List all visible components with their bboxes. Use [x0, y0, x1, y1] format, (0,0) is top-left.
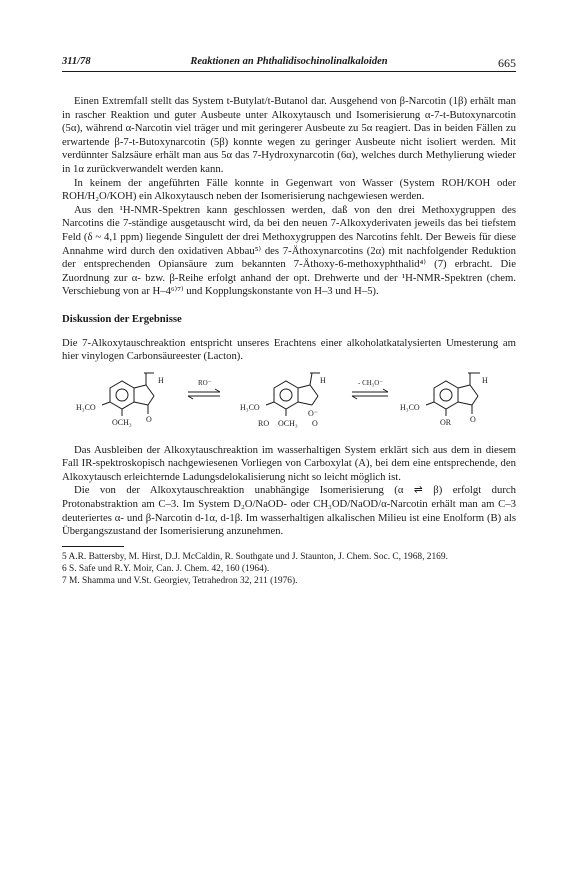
mol1-h: H: [158, 375, 164, 385]
equilibrium-arrow-2: [352, 389, 388, 399]
paragraph: Das Ausbleiben der Alkoxytauschreaktion im wasserhaltigen System erklärt sich aus dem in diesem Fall IR-spektroskopisch nachgewiesenen Vorliegen von Carboxylat (A), bei dem eine entsprechende, den Alkoxytausch erleichternde Ladungsdelokalisierung nicht so leicht möglich ist.: [62, 443, 516, 483]
body-text: [62, 95, 516, 587]
mol1-och3: OCH₃: [112, 417, 132, 427]
mol2-h: H: [320, 375, 326, 385]
header-title: Reaktionen an Phthalidisochinolinalkaloiden: [190, 56, 388, 67]
footnote-rule: [62, 546, 124, 547]
header-rule: [62, 71, 516, 72]
arrow1-label: RO⁻: [198, 378, 212, 387]
paragraph: Die 7-Alkoxytauschreaktion entspricht unseres Erachtens einer alkoholatkatalysierten Umesterung am hier vinylogen Carbonsäureester (Lacton).: [62, 336, 516, 363]
mol3-o: O: [470, 414, 476, 424]
paragraph: In keinem der angeführten Fälle konnte in Gegenwart von Wasser (System ROH/KOH oder ROH/H₂O/KOH) ein Alkoxytausch neben der Isomerisierung nachgewiesen werden.: [62, 176, 516, 203]
mol1-o: O: [146, 414, 152, 424]
paragraph: Einen Extremfall stellt das System t-Butylat/t-Butanol dar. Ausgehend von β-Narcotin (1β) erhält man in rascher Reaktion und guter Ausbeute unter Alkoxytausch und Isomerisierung α-7-t-Butoxynarcotin (5α), während α-Narcotin viel träger und mit geringerer Ausbeute zu 5α reagiert. Das in beiden Fällen zu erwartende β-7-t-Butoxynarcotin (5β) konnte wegen zu geringer Ausbeute nicht isoliert werden. Mit verdünnter Salzsäure erhält man aus 5α das 7-Hydroxynarcotin (6α), welches durch Methylierung wieder in 1α zurückverwandelt werden kann.: [62, 95, 516, 175]
paragraph: Die von der Alkoxytauschreaktion unabhängige Isomerisierung (α ⇌ β) erfolgt durch Protonabstraktion am C–3. Im System D₂O/NaOD- oder CH₃OD/NaOD/α-Narcotin erhält man am C–3 deuteriertes α- und β-Narcotin d-1α, d-1β. Im wasserhaltigen alkalischen Milieu ist eine Enolform (B) als Übergangszustand der Isomerisierung anzunehmen.: [62, 484, 516, 538]
reaction-scheme-drawing: [62, 368, 516, 442]
molecule-1: [102, 373, 154, 416]
mol2-och3: OCH₃: [278, 418, 298, 428]
footnote-7: 7 M. Shamma und V.St. Georgiev, Tetrahedron 32, 211 (1976).: [62, 576, 298, 587]
mol2-ominus: O⁻: [308, 408, 318, 418]
mol3-h: H: [482, 375, 488, 385]
paragraph: Aus den ¹H-NMR-Spektren kann geschlossen werden, daß von den drei Methoxygruppen des Narcotins die 7-ständige ausgetauscht wird, da bei den neuen 7-Alkoxyderivaten jeweils das bei tiefstem Feld (δ ~ 4,1 ppm) liegende Singulett der drei Methoxygruppen des Narcotins fehlt. Der Beweis für diese Annahme wird durch den oxidativen Abbau⁵⁾ des 7-Äthoxynarcotins (2α) mit nachfolgender Reduktion der entsprechenden Opiansäure zum bekannten 7-Äthoxy-6-methoxyphthalid⁴⁾ (7) erbracht. Die Zuordnung zur α- bzw. β-Reihe erfolgt anhand der opt. Drehwerte und der ¹H-NMR-Spektren (chem. Verschiebung von ar H–4⁶⁾⁷⁾ und Kopplungskonstante von H–3 und H–5).: [62, 203, 516, 298]
page-number: 665: [498, 56, 516, 70]
molecule-3: [426, 373, 480, 416]
section-heading: Diskussion der Ergebnisse: [62, 312, 182, 325]
header-volume: 311/78: [62, 56, 91, 67]
footnotes: [62, 551, 516, 588]
running-header: [62, 56, 516, 70]
mol2-ro: RO: [258, 418, 270, 428]
reaction-scheme: [62, 368, 516, 442]
equilibrium-arrow-1: [188, 389, 220, 399]
footnote-6: 6 S. Safe und R.Y. Moir, Can. J. Chem. 42, 160 (1964).: [62, 564, 270, 575]
mol2-h3co: H₃CO: [240, 402, 260, 412]
mol3-or: OR: [440, 417, 452, 427]
mol3-h3co: H₃CO: [400, 402, 420, 412]
mol2-o: O: [312, 418, 318, 428]
mol1-h3co: H₃CO: [76, 402, 96, 412]
arrow2-label: - CH₃O⁻: [358, 378, 383, 387]
footnote-5: 5 A.R. Battersby, M. Hirst, D.J. McCaldin, R. Southgate und J. Staunton, J. Chem. Soc. C, 1968, 2169.: [62, 551, 448, 562]
